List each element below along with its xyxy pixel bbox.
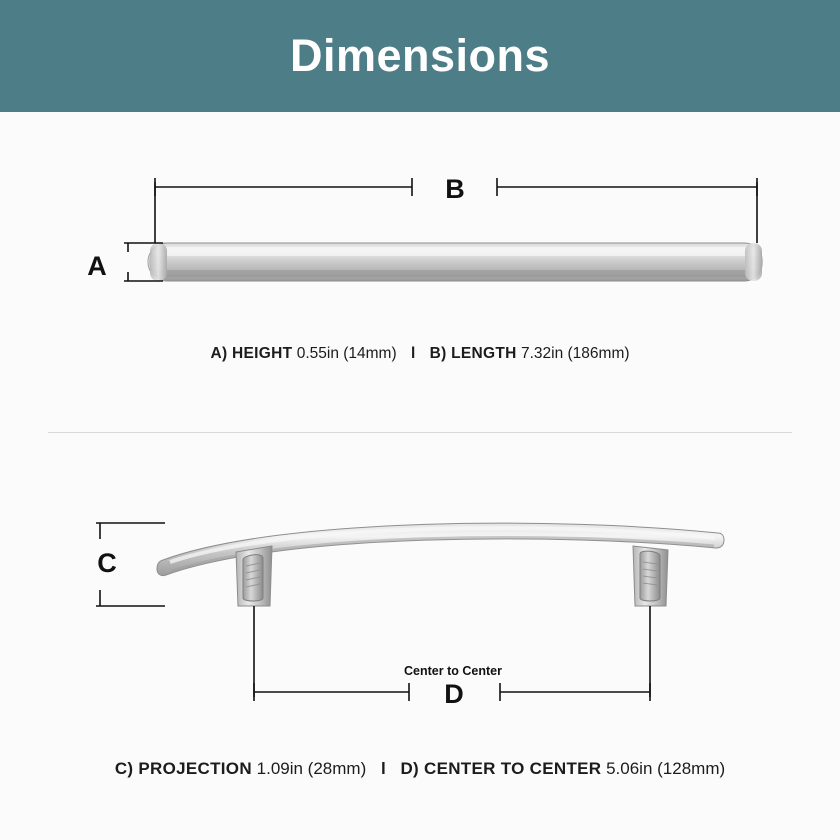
- dimension-marker-c: C: [97, 548, 117, 578]
- caption-a-label: A) HEIGHT: [210, 345, 293, 362]
- center-to-center-label: Center to Center: [404, 664, 502, 678]
- caption-d-label: D) CENTER TO CENTER: [400, 759, 602, 778]
- section-divider: [48, 432, 792, 433]
- page-title: Dimensions: [289, 30, 551, 81]
- caption-b-label: B) LENGTH: [429, 345, 517, 362]
- caption-d-value: 5.06in (128mm): [606, 759, 726, 778]
- dimension-marker-d: D: [444, 679, 464, 709]
- caption-bottom-separator: l: [380, 759, 386, 778]
- caption-top-separator: l: [410, 345, 416, 362]
- dimension-marker-b: B: [445, 174, 465, 204]
- caption-c-label: C) PROJECTION: [114, 759, 252, 778]
- diagram-body: [0, 112, 840, 840]
- dimension-marker-a: A: [87, 251, 107, 281]
- caption-c-value: 1.09in (28mm): [256, 759, 367, 778]
- caption-b-value: 7.32in (186mm): [520, 345, 630, 362]
- page-header: [0, 0, 840, 112]
- caption-top: [0, 345, 840, 363]
- caption-bottom: [0, 759, 840, 779]
- caption-a-value: 0.55in (14mm): [296, 345, 397, 362]
